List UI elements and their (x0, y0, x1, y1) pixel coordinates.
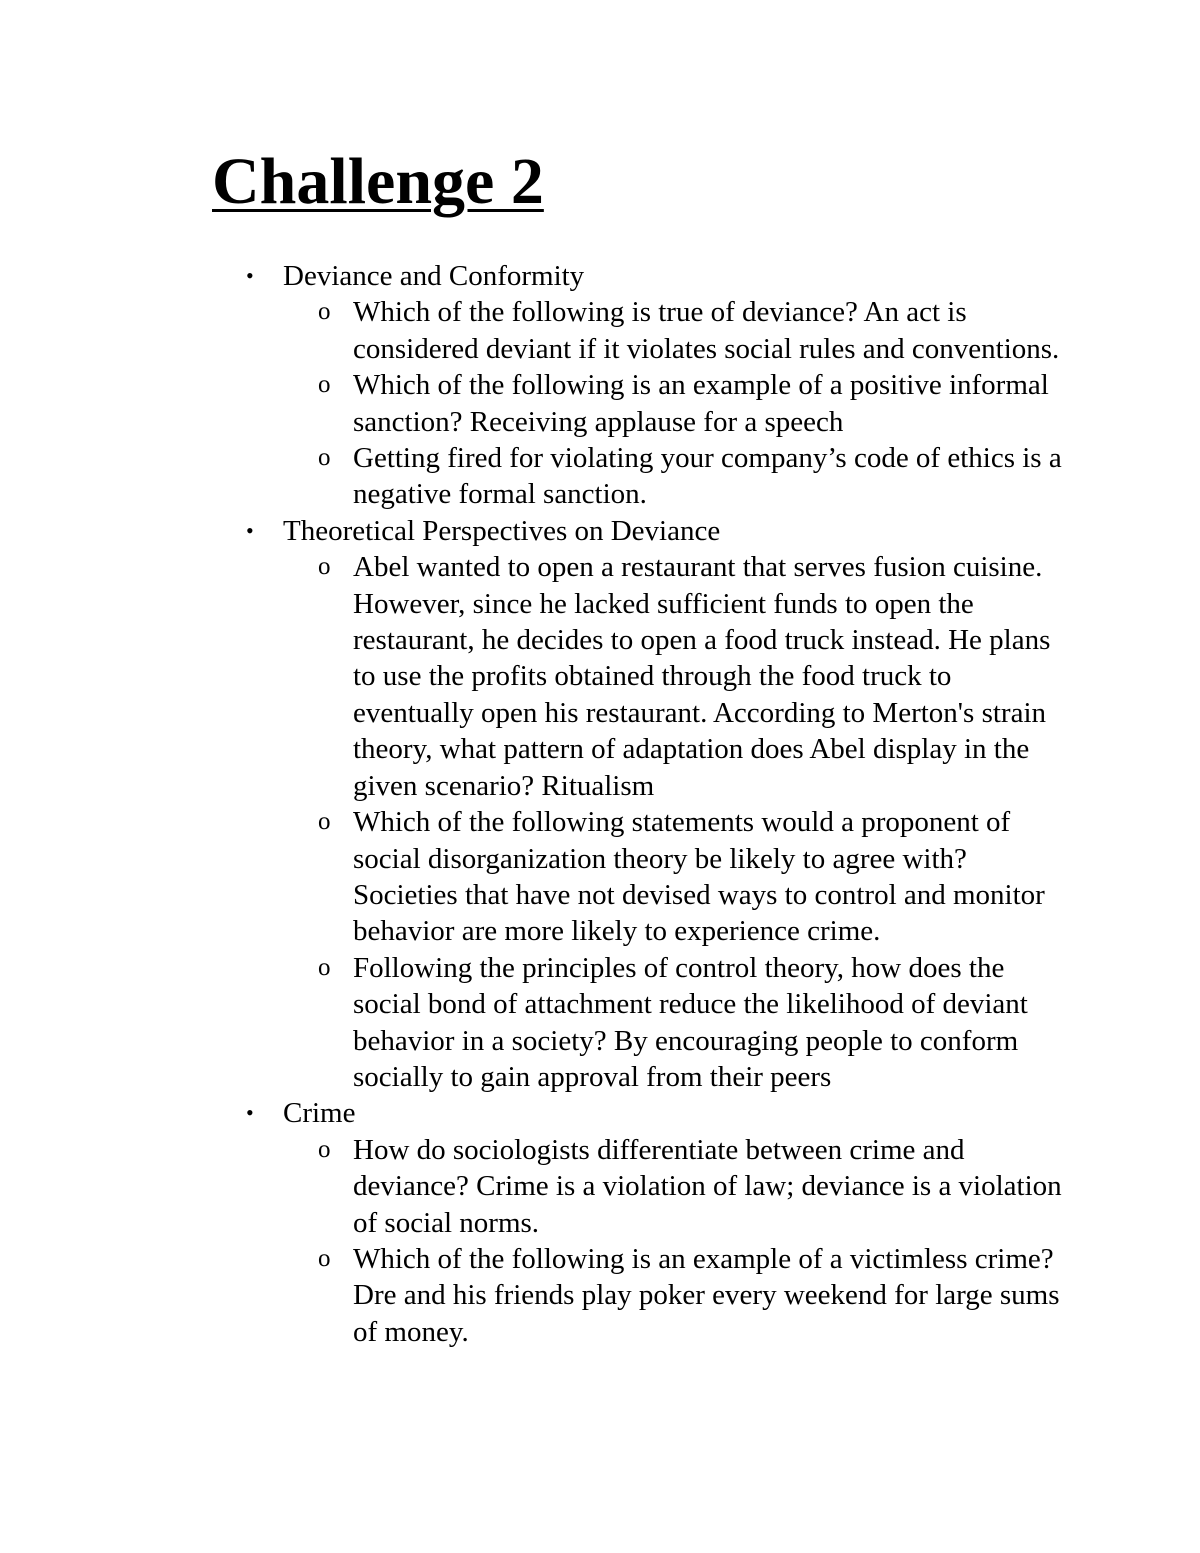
list-item (0, 1132, 1073, 1241)
list-item-text: Which of the following is true of deviance? An act is considered deviant if it violates social rules and conventions. (353, 296, 1060, 365)
list-item (0, 549, 1073, 804)
page-title: Challenge 2 (212, 145, 544, 218)
sub-bullet-icon: o (318, 1135, 331, 1163)
list-item-text: Which of the following is an example of a victimless crime? Dre and his friends play poker every weekend for large sums of money. (353, 1242, 1060, 1348)
section-heading-text: Deviance and Conformity (283, 260, 585, 292)
list-item (0, 440, 1073, 513)
list-item-text: Getting fired for violating your company’s code of ethics is a negative formal sanction. (353, 442, 1062, 511)
section-deviance-and-conformity (0, 258, 1200, 513)
list-item-text: Which of the following is an example of a positive informal sanction? Receiving applause for a speech (353, 369, 1049, 438)
list-item (0, 804, 1073, 950)
bullet-icon: • (246, 1100, 254, 1126)
bullet-icon: • (246, 517, 254, 543)
sub-list (0, 1132, 1200, 1350)
sub-bullet-icon: o (318, 444, 331, 472)
sub-list (0, 549, 1200, 1095)
section-crime (0, 1095, 1200, 1350)
section-heading-text: Crime (283, 1097, 356, 1130)
sub-list (0, 294, 1200, 512)
sub-bullet-icon: o (318, 1244, 331, 1272)
section-heading (0, 513, 1200, 549)
list-item-text: How do sociologists differentiate between crime and deviance? Crime is a violation of law; deviance is a violation of social norms. (353, 1133, 1062, 1239)
section-heading (0, 258, 1200, 294)
list-item (0, 367, 1073, 440)
list-item-text: Following the principles of control theory, how does the social bond of attachment reduce the likelihood of deviant behavior in a society? By encouraging people to conform socially to gain approval from their peers (353, 951, 1028, 1093)
section-theoretical-perspectives (0, 513, 1200, 1096)
list-item (0, 294, 1073, 367)
section-heading-text: Theoretical Perspectives on Deviance (283, 514, 721, 547)
list-item-text: Abel wanted to open a restaurant that serves fusion cuisine. However, since he lacked sufficient funds to open the restaurant, he decides to open a food truck instead. He plans to use the profits obtained through the food truck to eventually open his restaurant. According to Merton's strain theory, what pattern of adaptation does Abel display in the given scenario? Ritualism (353, 551, 1051, 802)
bullet-icon: • (246, 263, 254, 288)
sub-bullet-icon: o (318, 371, 331, 399)
sub-bullet-icon: o (318, 808, 331, 836)
sub-bullet-icon: o (318, 298, 331, 326)
list-item (0, 950, 1073, 1096)
sub-bullet-icon: o (318, 553, 331, 581)
list-item (0, 1241, 1073, 1350)
sub-bullet-icon: o (318, 953, 331, 981)
outline-list (0, 258, 1200, 1350)
list-item-text: Which of the following statements would a proponent of social disorganization theory be likely to agree with? Societies that have not devised ways to control and monitor behavior are more likely to experience crime. (353, 806, 1045, 948)
section-heading (0, 1095, 1200, 1131)
